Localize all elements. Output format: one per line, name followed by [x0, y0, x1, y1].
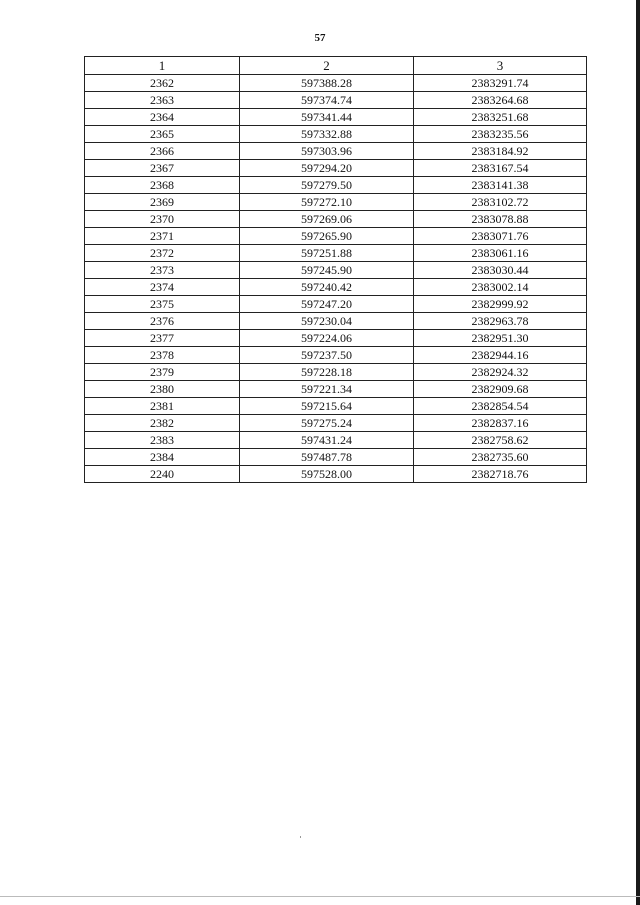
x-coordinate-cell: 597275.24: [240, 415, 414, 432]
y-coordinate-cell: 2383167.54: [414, 160, 587, 177]
table-row: [85, 177, 587, 194]
scan-edge-right: [636, 0, 640, 905]
point-number-cell: 2376: [85, 313, 240, 330]
x-coordinate-cell: 597487.78: [240, 449, 414, 466]
y-coordinate-cell: 2382854.54: [414, 398, 587, 415]
table-row: [85, 466, 587, 483]
table-row: [85, 347, 587, 364]
y-coordinate-cell: 2382999.92: [414, 296, 587, 313]
coordinates-table: [84, 56, 587, 483]
point-number-cell: 2381: [85, 398, 240, 415]
table-row: [85, 330, 587, 347]
point-number-cell: 2369: [85, 194, 240, 211]
point-number-cell: 2363: [85, 92, 240, 109]
column-header-1: 1: [85, 57, 240, 75]
table-row: [85, 245, 587, 262]
table-row: [85, 296, 587, 313]
table-row: [85, 279, 587, 296]
point-number-cell: 2362: [85, 75, 240, 92]
y-coordinate-cell: 2383235.56: [414, 126, 587, 143]
x-coordinate-cell: 597374.74: [240, 92, 414, 109]
y-coordinate-cell: 2383078.88: [414, 211, 587, 228]
table-row: [85, 313, 587, 330]
point-number-cell: 2379: [85, 364, 240, 381]
x-coordinate-cell: 597251.88: [240, 245, 414, 262]
x-coordinate-cell: 597269.06: [240, 211, 414, 228]
point-number-cell: 2380: [85, 381, 240, 398]
x-coordinate-cell: 597215.64: [240, 398, 414, 415]
point-number-cell: 2382: [85, 415, 240, 432]
table-row: [85, 415, 587, 432]
point-number-cell: 2383: [85, 432, 240, 449]
point-number-cell: 2373: [85, 262, 240, 279]
table-body: [85, 75, 587, 483]
y-coordinate-cell: 2382924.32: [414, 364, 587, 381]
column-header-2: 2: [240, 57, 414, 75]
x-coordinate-cell: 597221.34: [240, 381, 414, 398]
x-coordinate-cell: 597265.90: [240, 228, 414, 245]
point-number-cell: 2375: [85, 296, 240, 313]
point-number-cell: 2374: [85, 279, 240, 296]
x-coordinate-cell: 597237.50: [240, 347, 414, 364]
y-coordinate-cell: 2382735.60: [414, 449, 587, 466]
y-coordinate-cell: 2382951.30: [414, 330, 587, 347]
y-coordinate-cell: 2383030.44: [414, 262, 587, 279]
point-number-cell: 2367: [85, 160, 240, 177]
y-coordinate-cell: 2382909.68: [414, 381, 587, 398]
table-row: [85, 92, 587, 109]
table-row: [85, 75, 587, 92]
y-coordinate-cell: 2383291.74: [414, 75, 587, 92]
point-number-cell: 2368: [85, 177, 240, 194]
y-coordinate-cell: 2383061.16: [414, 245, 587, 262]
x-coordinate-cell: 597228.18: [240, 364, 414, 381]
y-coordinate-cell: 2383264.68: [414, 92, 587, 109]
x-coordinate-cell: 597245.90: [240, 262, 414, 279]
x-coordinate-cell: 597341.44: [240, 109, 414, 126]
x-coordinate-cell: 597528.00: [240, 466, 414, 483]
x-coordinate-cell: 597230.04: [240, 313, 414, 330]
y-coordinate-cell: 2382963.78: [414, 313, 587, 330]
x-coordinate-cell: 597431.24: [240, 432, 414, 449]
x-coordinate-cell: 597224.06: [240, 330, 414, 347]
column-header-3: 3: [414, 57, 587, 75]
y-coordinate-cell: 2382718.76: [414, 466, 587, 483]
y-coordinate-cell: 2383102.72: [414, 194, 587, 211]
x-coordinate-cell: 597303.96: [240, 143, 414, 160]
y-coordinate-cell: 2383002.14: [414, 279, 587, 296]
table-row: [85, 194, 587, 211]
table-row: [85, 211, 587, 228]
point-number-cell: 2377: [85, 330, 240, 347]
table-row: [85, 449, 587, 466]
table-header-row: [85, 57, 587, 75]
y-coordinate-cell: 2382758.62: [414, 432, 587, 449]
table-row: [85, 109, 587, 126]
point-number-cell: 2372: [85, 245, 240, 262]
x-coordinate-cell: 597388.28: [240, 75, 414, 92]
point-number-cell: 2366: [85, 143, 240, 160]
x-coordinate-cell: 597272.10: [240, 194, 414, 211]
y-coordinate-cell: 2383251.68: [414, 109, 587, 126]
x-coordinate-cell: 597279.50: [240, 177, 414, 194]
point-number-cell: 2365: [85, 126, 240, 143]
page-number: 57: [314, 32, 326, 44]
table-row: [85, 262, 587, 279]
table-row: [85, 228, 587, 245]
y-coordinate-cell: 2382837.16: [414, 415, 587, 432]
table-row: [85, 364, 587, 381]
x-coordinate-cell: 597294.20: [240, 160, 414, 177]
table-row: [85, 126, 587, 143]
y-coordinate-cell: 2383184.92: [414, 143, 587, 160]
point-number-cell: 2370: [85, 211, 240, 228]
point-number-cell: 2384: [85, 449, 240, 466]
scan-edge-bottom: [0, 896, 640, 897]
point-number-cell: 2240: [85, 466, 240, 483]
y-coordinate-cell: 2383071.76: [414, 228, 587, 245]
table-row: [85, 381, 587, 398]
point-number-cell: 2378: [85, 347, 240, 364]
y-coordinate-cell: 2382944.16: [414, 347, 587, 364]
table-row: [85, 143, 587, 160]
point-number-cell: 2371: [85, 228, 240, 245]
x-coordinate-cell: 597332.88: [240, 126, 414, 143]
table-row: [85, 398, 587, 415]
scan-speck: [300, 836, 301, 838]
x-coordinate-cell: 597240.42: [240, 279, 414, 296]
x-coordinate-cell: 597247.20: [240, 296, 414, 313]
y-coordinate-cell: 2383141.38: [414, 177, 587, 194]
point-number-cell: 2364: [85, 109, 240, 126]
table-row: [85, 432, 587, 449]
table-row: [85, 160, 587, 177]
